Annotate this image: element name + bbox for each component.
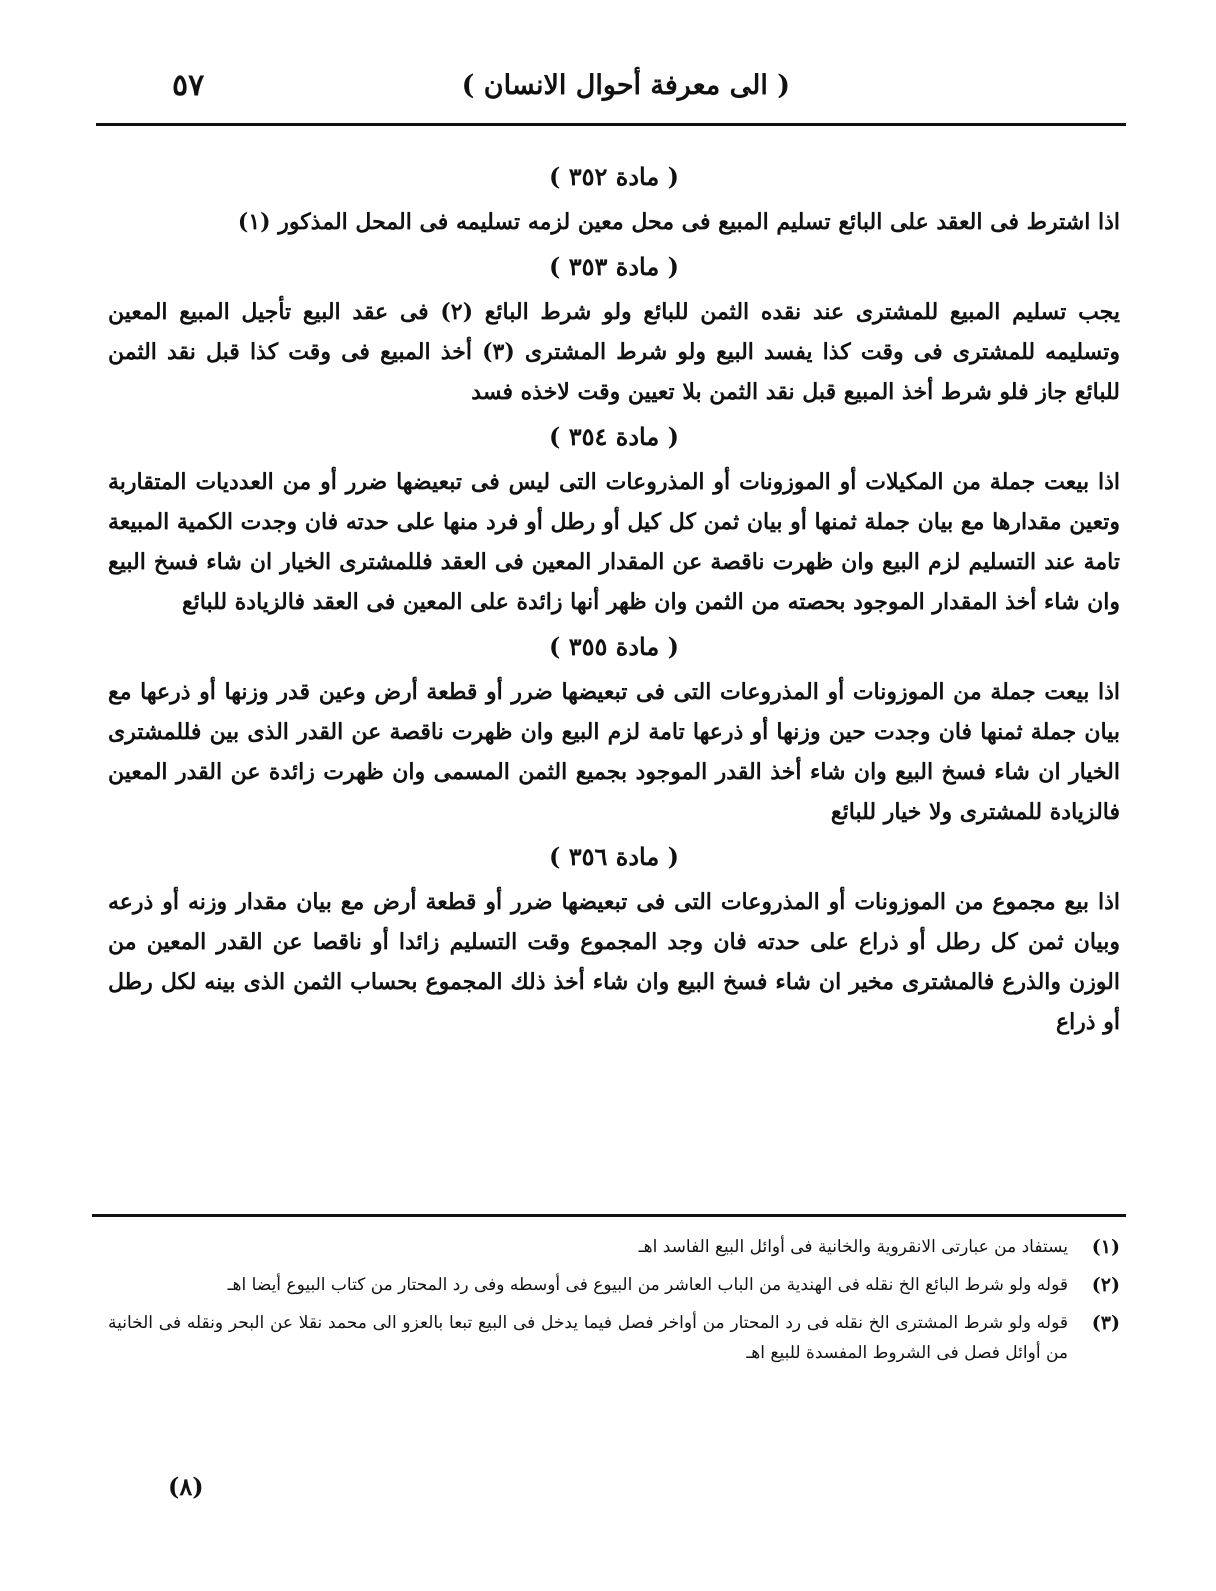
footnote-text: قوله ولو شرط المشترى الخ نقله فى رد المحتار من أواخر فصل فيما يدخل فى البيع تبعا بالعزو الى محمد نقلا عن البحر ونقله فى الخانية من أوائل فصل فى الشروط المفسدة للبيع اهـ [108,1313,1068,1363]
article-text: اذا اشترط فى العقد على البائع تسليم المبيع فى محل معين لزمه تسليمه فى المحل المذكور (١) [237,209,1120,235]
article-text: يجب تسليم المبيع للمشترى عند نقده الثمن للبائع ولو شرط البائع (٢) فى عقد البيع تأجيل المبيع المعين وتسليمه للمشترى فى وقت كذا يفسد البيع ولو شرط المشترى (٣) أخذ المبيع فى وقت كذا قبل نقد الثمن للبائع جاز فلو شرط أخذ المبيع قبل نقد الثمن بلا تعيين وقت لاخذه فسد [108,299,1120,405]
footnote-1 [108,1232,1120,1262]
article-text: اذا بيعت جملة من الموزونات أو المذروعات التى فى تبعيضها ضرر أو قطعة أرض وعين قدر وزنها أو ذرعها مع بيان جملة ثمنها فان وجدت حين وزنها أو ذرعها تامة لزم البيع وان ظهرت ناقصة عن القدر الذى بين فللمشترى الخيار ان شاء فسخ البيع وان شاء أخذ القدر الموجود بجميع الثمن المسمى وان ظهرت زائدة عن القدر المعين فالزيادة للمشترى ولا خيار للبائع [108,679,1120,825]
article-text: اذا بيعت جملة من المكيلات أو الموزونات أو المذروعات التى ليس فى تبعيضها ضرر أو من العدديات المتقاربة وتعين مقدارها مع بيان جملة ثمنها أو بيان ثمن كل كيل أو رطل أو فرد منها على حدته فان وجدت الكمية المبيعة تامة عند التسليم لزم البيع وان ظهرت ناقصة عن المقدار المعين فى العقد فللمشترى الخيار ان شاء فسخ البيع وان شاء أخذ المقدار الموجود بحصته من الثمن وان ظهر أنها زائدة على المعين فى العقد فالزيادة للبائع [108,469,1120,615]
article-356 [108,836,1120,1042]
article-heading: ( مادة ٣٥٤ ) [549,422,679,451]
article-heading: ( مادة ٣٥٢ ) [549,162,679,191]
running-title: ( الى معرفة أحوال الانسان ) [461,70,790,101]
article-text: اذا بيع مجموع من الموزونات أو المذروعات التى فى تبعيضها ضرر أو قطعة أرض مع بيان مقدار وزنه أو ذرعه وبيان ثمن كل رطل أو ذراع على حدته فان وجد المجموع وقت التسليم زائدا أو ناقصا عن القدر المعين من الوزن والذرع فالمشترى مخير ان شاء فسخ البيع وان شاء أخذ ذلك المجموع بحساب الثمن الذى بينه لكل رطل أو ذراع [108,889,1120,1035]
footnotes [108,1232,1120,1376]
article-heading: ( مادة ٣٥٣ ) [549,252,679,281]
footnote-rule [92,1214,1126,1217]
footnote-2 [108,1270,1120,1300]
article-heading: ( مادة ٣٥٥ ) [549,632,679,661]
footnote-3 [108,1308,1120,1368]
article-heading: ( مادة ٣٥٦ ) [549,842,679,871]
article-354 [108,416,1120,622]
footnote-marker: (٣) [1091,1312,1120,1334]
signature-mark: (٨) [168,1472,204,1501]
article-353 [108,246,1120,412]
footnote-marker: (١) [1091,1236,1120,1258]
header-rule [96,123,1126,126]
footnote-text: يستفاد من عبارتى الانقروية والخانية فى أوائل البيع الفاسد اهـ [638,1237,1068,1257]
article-352 [108,156,1120,242]
page-header [100,62,1120,122]
footnote-marker: (٢) [1091,1274,1120,1296]
page-number: ٥٧ [172,68,205,103]
footnote-text: قوله ولو شرط البائع الخ نقله فى الهندية من الباب العاشر من البيوع فى أوسطه وفى رد المحتار من كتاب البيوع أيضا اهـ [227,1275,1068,1295]
body-text [108,152,1120,1046]
article-355 [108,626,1120,832]
